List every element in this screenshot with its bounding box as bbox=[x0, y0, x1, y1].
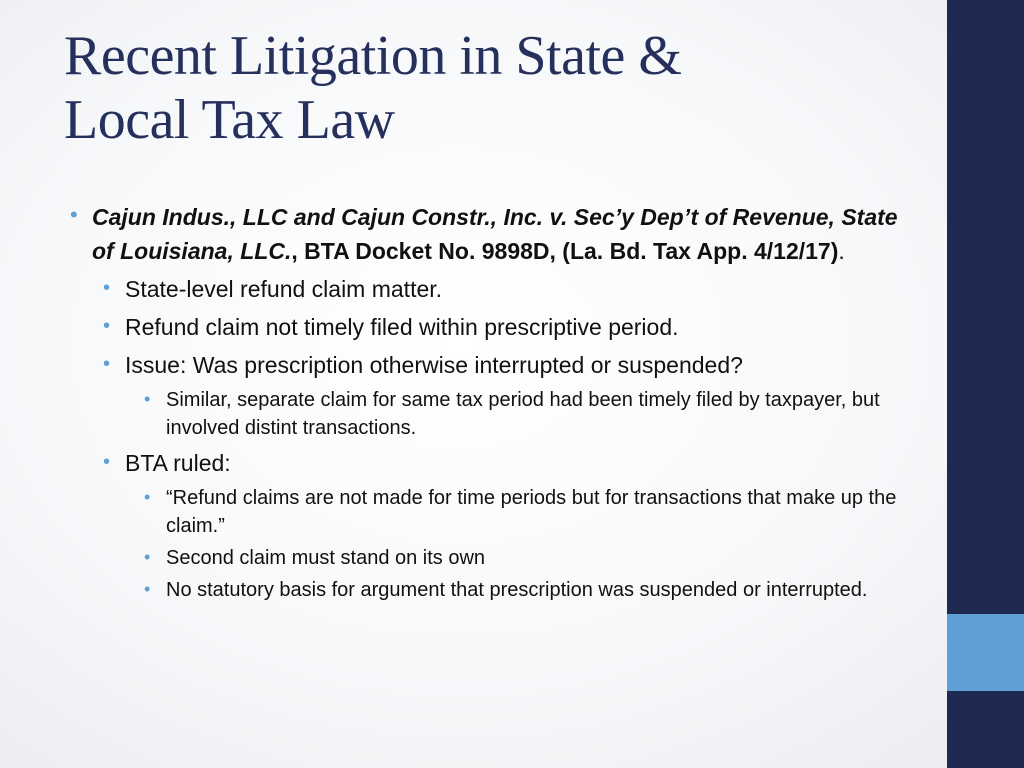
bullet-icon: • bbox=[70, 202, 78, 227]
detail-bullet-text: No statutory basis for argument that prescription was suspended or interrupted. bbox=[166, 579, 868, 601]
bullet-icon: • bbox=[144, 547, 151, 567]
bullet-icon: • bbox=[103, 451, 111, 473]
sub-bullet-text: Issue: Was prescription otherwise interrupted or suspended? bbox=[125, 352, 743, 378]
bullet-icon: • bbox=[103, 353, 111, 375]
sub-bullet-text: State-level refund claim matter. bbox=[125, 276, 443, 302]
slide-title bbox=[64, 24, 924, 152]
bullet-icon: • bbox=[144, 579, 151, 599]
bullet-icon: • bbox=[144, 487, 151, 507]
case-end: . bbox=[838, 238, 845, 264]
issue-detail-bullet bbox=[144, 386, 912, 442]
sub-bullet-issue bbox=[103, 348, 912, 382]
ruling-detail-bullet bbox=[144, 544, 912, 572]
sub-bullet-refund-claim-matter bbox=[103, 272, 912, 306]
case-bullet bbox=[70, 200, 912, 268]
ruling-detail-bullet bbox=[144, 576, 912, 604]
ruling-detail-bullet bbox=[144, 484, 912, 540]
detail-bullet-text: “Refund claims are not made for time periods but for transactions that make up the claim.” bbox=[166, 487, 897, 537]
sub-bullet-text: Refund claim not timely filed within prescriptive period. bbox=[125, 314, 679, 340]
bullet-icon: • bbox=[103, 315, 111, 337]
slide-title-line-1: Recent Litigation in State & bbox=[64, 25, 682, 87]
case-name: Cajun Indus., LLC and Cajun Constr., Inc. v. Sec’y Dep’t of Revenue, State of Louisiana, LLC. bbox=[92, 204, 898, 264]
case-citation: , BTA Docket No. 9898D, (La. Bd. Tax App. 4/12/17) bbox=[291, 238, 839, 264]
bullet-icon: • bbox=[103, 277, 111, 299]
detail-bullet-text: Similar, separate claim for same tax period had been timely filed by taxpayer, but involved distint transactions. bbox=[166, 389, 880, 439]
bullet-icon: • bbox=[144, 389, 151, 409]
sub-bullet-text: BTA ruled: bbox=[125, 450, 231, 476]
detail-bullet-text: Second claim must stand on its own bbox=[166, 547, 486, 569]
slide-title-line-2: Local Tax Law bbox=[64, 89, 395, 151]
sub-bullet-not-timely-filed bbox=[103, 310, 912, 344]
slide-body bbox=[70, 200, 912, 604]
sidebar-accent-block bbox=[947, 614, 1024, 691]
sub-bullet-bta-ruled bbox=[103, 446, 912, 480]
